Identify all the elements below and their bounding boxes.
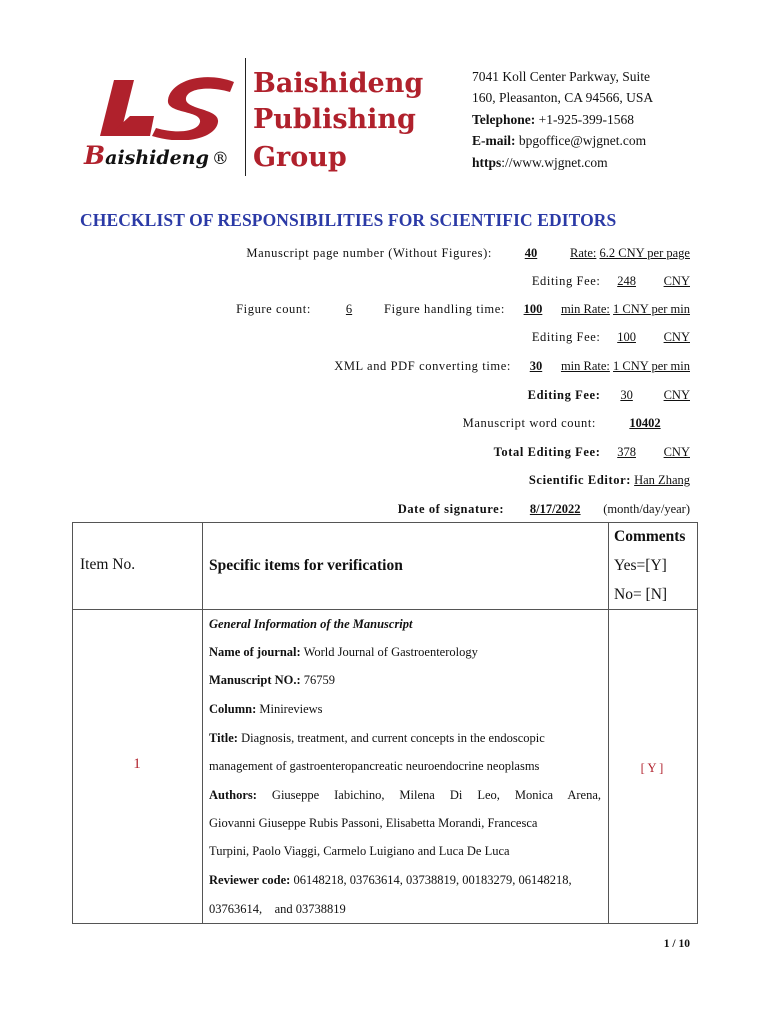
- total-fee-label: Total Editing Fee:: [493, 445, 601, 459]
- registered-mark: ®: [211, 149, 229, 169]
- xml-time-label: XML and PDF converting time:: [334, 359, 511, 373]
- page-fee-value: 248: [617, 274, 636, 288]
- page-title: CHECKLIST OF RESPONSIBILITIES FOR SCIENTIFIC EDITORS: [80, 210, 617, 230]
- figure-fee-value: 100: [617, 330, 636, 344]
- date-value: 8/17/2022: [529, 502, 581, 516]
- xml-fee-currency: CNY: [663, 388, 690, 402]
- xml-time-value: 30: [529, 359, 543, 373]
- manuscript-no-value: 76759: [303, 673, 336, 687]
- group-name-line-1: Baishideng: [253, 68, 424, 99]
- total-fee-line: [494, 446, 690, 459]
- figure-count-label: Figure count:: [236, 302, 311, 316]
- authors-line-2: Giovanni Giuseppe Rubis Passoni, Elisabetta Morandi, Francesca: [209, 816, 538, 830]
- col-comments-header: Comments: [614, 528, 686, 545]
- authors-value-1: Giuseppe Iabichino, Milena Di Leo, Monica Arena,: [271, 788, 602, 802]
- figure-fee-label: Editing Fee:: [531, 330, 601, 344]
- row-1-comment-yes: [ Y ]: [640, 761, 664, 775]
- checklist-table: [72, 522, 698, 924]
- authors-line-3: Turpini, Paolo Viaggi, Carmelo Luigiano and Luca De Luca: [209, 844, 510, 858]
- page-rate-value: 6.2 CNY per page: [599, 246, 690, 260]
- xml-rate-label: min Rate:: [560, 359, 610, 373]
- date-line: [398, 503, 690, 516]
- figure-rate-value: 1 CNY per min: [613, 302, 690, 316]
- figure-fee-line: [532, 331, 690, 344]
- col-no-legend: No= [N]: [614, 586, 668, 603]
- wordmark-initial: B: [84, 141, 106, 170]
- editor-name: Han Zhang: [634, 473, 690, 487]
- group-name-line-2: Publishing: [253, 104, 416, 135]
- reviewer-label: Reviewer code:: [209, 873, 291, 887]
- baishideng-logo-icon: [84, 66, 234, 140]
- table-col-divider-2: [608, 522, 609, 923]
- row-1-number: 1: [133, 756, 141, 772]
- journal-value: World Journal of Gastroenterology: [303, 645, 478, 659]
- manuscript-no-line: [209, 674, 335, 687]
- manuscript-no-label: Manuscript NO.:: [209, 673, 301, 687]
- title-value-1: Diagnosis, treatment, and current concepts in the endoscopic: [241, 731, 545, 745]
- xml-fee-value: 30: [620, 388, 633, 402]
- word-count-line: [463, 417, 694, 430]
- editor-line: [529, 474, 690, 487]
- title-label: Title:: [209, 731, 238, 745]
- telephone-value: +1-925-399-1568: [538, 112, 634, 127]
- page-fee-currency: CNY: [663, 274, 690, 288]
- page-number-line: [246, 247, 690, 260]
- xml-fee-label: Editing Fee:: [527, 388, 601, 402]
- total-fee-currency: CNY: [663, 445, 690, 459]
- address-line-2: 160, Pleasanton, CA 94566, USA: [472, 90, 654, 105]
- authors-label: Authors:: [209, 788, 257, 802]
- figure-fee-currency: CNY: [663, 330, 690, 344]
- col-yes-legend: Yes=[Y]: [614, 557, 667, 574]
- word-count-value: 10402: [629, 416, 661, 430]
- header-divider: [245, 58, 246, 176]
- page-number: 1 / 10: [663, 938, 690, 950]
- word-count-label: Manuscript word count:: [462, 416, 596, 430]
- reviewer-value-1: 06148218, 03763614, 03738819, 00183279, 06148218,: [293, 873, 572, 887]
- page-rate-label: Rate:: [569, 246, 597, 260]
- telephone-label: Telephone:: [472, 112, 536, 127]
- journal-line: [209, 646, 478, 659]
- row-1-section-title: General Information of the Manuscript: [209, 617, 413, 631]
- email-link[interactable]: bpgoffice@wjgnet.com: [518, 133, 647, 148]
- col-items-header: Specific items for verification: [209, 557, 403, 574]
- journal-label: Name of journal:: [209, 645, 301, 659]
- figure-time-label: Figure handling time:: [384, 302, 505, 316]
- wordmark-rest: aishideng: [105, 147, 209, 169]
- table-col-divider-1: [202, 522, 203, 923]
- total-fee-value: 378: [617, 445, 636, 459]
- page-fee-label: Editing Fee:: [531, 274, 601, 288]
- figure-count-value: 6: [345, 302, 353, 316]
- baishideng-wordmark: [84, 143, 229, 168]
- title-line-1: [209, 732, 545, 745]
- group-name-line-3: Group: [253, 142, 347, 173]
- address-line-1: 7041 Koll Center Parkway, Suite: [472, 69, 650, 84]
- page-number-label: Manuscript page number (Without Figures):: [246, 246, 492, 260]
- editor-label: Scientific Editor:: [528, 473, 631, 487]
- column-value: Minireviews: [259, 702, 323, 716]
- xml-rate-value: 1 CNY per min: [613, 359, 690, 373]
- website-line: [472, 156, 608, 170]
- figure-line: [236, 303, 690, 316]
- table-header-divider: [72, 609, 698, 610]
- telephone-line: [472, 113, 634, 127]
- date-format: (month/day/year): [603, 502, 690, 516]
- date-label: Date of signature:: [397, 502, 505, 516]
- column-label: Column:: [209, 702, 257, 716]
- figure-rate-label: min Rate:: [560, 302, 610, 316]
- xml-line: [334, 360, 690, 373]
- page-fee-line: [532, 275, 690, 288]
- xml-fee-line: [528, 389, 690, 402]
- reviewer-line-1: [209, 874, 572, 887]
- email-line: [472, 134, 646, 148]
- authors-line-1: [209, 789, 601, 802]
- reviewer-line-2: 03763614, and 03738819: [209, 902, 346, 916]
- email-label: E-mail:: [472, 133, 516, 148]
- figure-time-value: 100: [523, 302, 543, 316]
- column-line: [209, 703, 323, 716]
- title-line-2: management of gastroenteropancreatic neuroendocrine neoplasms: [209, 759, 540, 773]
- website-link[interactable]: ://www.wjgnet.com: [501, 155, 608, 170]
- page-number-value: 40: [524, 246, 538, 260]
- col-item-number-header: Item No.: [80, 556, 136, 573]
- website-scheme: https: [472, 155, 502, 170]
